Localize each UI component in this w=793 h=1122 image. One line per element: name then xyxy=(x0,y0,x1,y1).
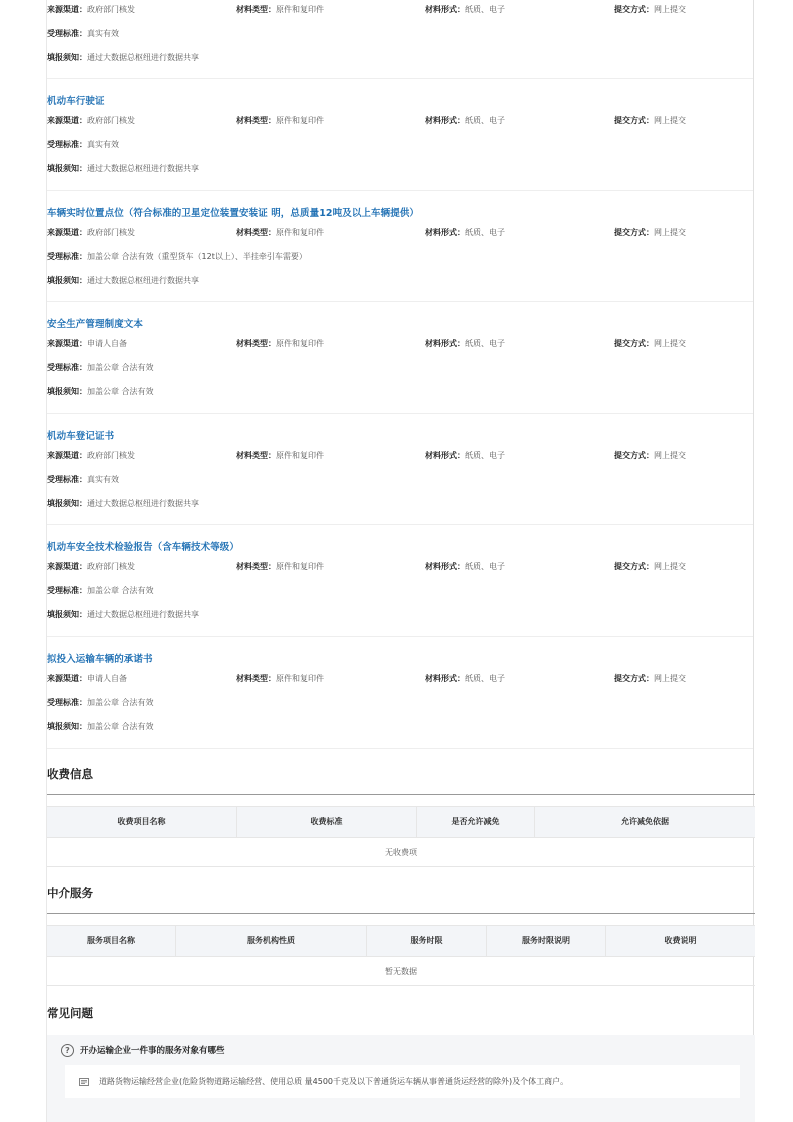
standard-label: 受理标准： xyxy=(47,140,87,149)
column-header: 允许减免依据 xyxy=(621,817,669,826)
submit-value: 网上提交 xyxy=(654,339,686,349)
form-label: 材料形式： xyxy=(425,673,465,683)
material-item xyxy=(47,0,753,79)
material-title[interactable]: 机动车登记证书 xyxy=(47,430,115,442)
type-value: 原件和复印件 xyxy=(276,562,324,572)
submit-label: 提交方式： xyxy=(614,227,654,237)
material-meta-row xyxy=(47,114,755,128)
type-label: 材料类型： xyxy=(236,673,276,683)
submit-value: 网上提交 xyxy=(654,5,686,14)
type-label: 材料类型： xyxy=(236,450,276,460)
submit-value: 网上提交 xyxy=(654,116,686,125)
material-meta-row xyxy=(47,672,755,686)
material-meta-row xyxy=(47,226,755,240)
form-value: 纸质、电子 xyxy=(465,562,505,572)
submit-label: 提交方式： xyxy=(614,339,654,349)
fees-empty-row: 无收费项 xyxy=(47,839,755,867)
note-row xyxy=(47,162,755,176)
material-item xyxy=(47,302,753,414)
note-label: 填报须知： xyxy=(47,275,87,285)
column-header: 收费说明 xyxy=(664,936,697,945)
column-header: 收费标准 xyxy=(237,807,417,837)
material-title[interactable]: 机动车安全技术检验报告（含车辆技术等级） xyxy=(47,542,240,554)
faq-item xyxy=(47,1035,755,1122)
standard-row xyxy=(47,584,755,598)
form-value: 纸质、电子 xyxy=(465,5,505,14)
standard-row xyxy=(47,473,755,487)
material-meta-row xyxy=(47,560,755,574)
note-row xyxy=(47,51,755,65)
material-meta-row xyxy=(47,337,755,351)
fees-section-title: 收费信息 xyxy=(47,767,93,781)
note-row xyxy=(47,720,755,734)
source-value: 申请人自备 xyxy=(87,339,127,349)
submit-label: 提交方式： xyxy=(614,450,654,460)
column-header: 服务时限说明 xyxy=(487,926,606,956)
material-title[interactable]: 安全生产管理制度文本 xyxy=(47,319,144,331)
faq-question[interactable] xyxy=(61,1043,225,1059)
agency-table-header xyxy=(47,925,755,957)
submit-value: 网上提交 xyxy=(654,673,686,683)
faq-answer-text: 道路货物运输经营企业(危险货物道路运输经营、使用总质 量4500千克及以下普通货运车辆从事普通货运经营的除外)及个体工商户。 xyxy=(99,1077,569,1086)
column-header: 服务项目名称 xyxy=(47,926,176,956)
note-value: 通过大数据总枢纽进行数据共享 xyxy=(87,275,199,285)
source-value: 政府部门核发 xyxy=(87,562,135,572)
source-value: 政府部门核发 xyxy=(87,450,135,460)
standard-label: 受理标准： xyxy=(47,586,87,596)
submit-label: 提交方式： xyxy=(614,116,654,125)
standard-value: 加盖公章 合法有效 xyxy=(87,697,154,707)
form-value: 纸质、电子 xyxy=(465,339,505,349)
standard-value: 真实有效 xyxy=(87,474,119,484)
note-row xyxy=(47,274,755,288)
standard-value: 加盖公章 合法有效（重型货车（12t以上）、半挂牵引车需要） xyxy=(87,251,307,261)
column-header: 收费项目名称 xyxy=(47,807,237,837)
standard-label: 受理标准： xyxy=(47,29,87,38)
material-item xyxy=(47,191,753,303)
materials-list xyxy=(47,0,753,749)
document-lines-icon xyxy=(79,1078,89,1086)
form-value: 纸质、电子 xyxy=(465,450,505,460)
source-label: 来源渠道： xyxy=(47,450,87,460)
source-label: 来源渠道： xyxy=(47,673,87,683)
standard-value: 真实有效 xyxy=(87,29,119,38)
source-value: 政府部门核发 xyxy=(87,116,135,125)
note-label: 填报须知： xyxy=(47,498,87,508)
type-label: 材料类型： xyxy=(236,562,276,572)
submit-value: 网上提交 xyxy=(654,227,686,237)
note-label: 填报须知： xyxy=(47,387,87,397)
note-label: 填报须知： xyxy=(47,53,87,62)
standard-row xyxy=(47,361,755,375)
standard-value: 加盖公章 合法有效 xyxy=(87,586,154,596)
form-label: 材料形式： xyxy=(425,5,465,14)
standard-value: 加盖公章 合法有效 xyxy=(87,363,154,373)
note-label: 填报须知： xyxy=(47,610,87,620)
standard-row xyxy=(47,27,755,41)
material-meta-row xyxy=(47,449,755,463)
material-item xyxy=(47,637,753,749)
material-item xyxy=(47,79,753,191)
type-value: 原件和复印件 xyxy=(276,116,324,125)
form-value: 纸质、电子 xyxy=(465,116,505,125)
form-value: 纸质、电子 xyxy=(465,673,505,683)
content-panel xyxy=(46,0,754,1122)
submit-label: 提交方式： xyxy=(614,562,654,572)
source-label: 来源渠道： xyxy=(47,339,87,349)
material-title[interactable]: 车辆实时位置点位（符合标准的卫星定位装置安装证 明，总质量12吨及以上车辆提供） xyxy=(47,207,420,219)
type-value: 原件和复印件 xyxy=(276,227,324,237)
material-item xyxy=(47,414,753,526)
faq-question-text: 开办运输企业一件事的服务对象有哪些 xyxy=(80,1046,225,1056)
standard-label: 受理标准： xyxy=(47,363,87,373)
material-item xyxy=(47,525,753,637)
type-value: 原件和复印件 xyxy=(276,5,324,14)
note-value: 通过大数据总枢纽进行数据共享 xyxy=(87,610,199,620)
column-header: 服务机构性质 xyxy=(176,926,367,956)
note-value: 通过大数据总枢纽进行数据共享 xyxy=(87,498,199,508)
standard-label: 受理标准： xyxy=(47,697,87,707)
material-title[interactable]: 机动车行驶证 xyxy=(47,96,105,107)
submit-label: 提交方式： xyxy=(614,5,654,14)
source-label: 来源渠道： xyxy=(47,116,87,125)
type-label: 材料类型： xyxy=(236,116,276,125)
material-title[interactable]: 拟投入运输车辆的承诺书 xyxy=(47,653,153,665)
standard-row xyxy=(47,138,755,152)
note-value: 通过大数据总枢纽进行数据共享 xyxy=(87,53,199,62)
form-value: 纸质、电子 xyxy=(465,227,505,237)
form-label: 材料形式： xyxy=(425,339,465,349)
divider xyxy=(47,913,755,914)
question-circle-icon: ? xyxy=(61,1044,74,1057)
note-value: 加盖公章 合法有效 xyxy=(87,387,154,397)
form-label: 材料形式： xyxy=(425,562,465,572)
submit-value: 网上提交 xyxy=(654,450,686,460)
standard-label: 受理标准： xyxy=(47,474,87,484)
form-label: 材料形式： xyxy=(425,450,465,460)
submit-value: 网上提交 xyxy=(654,562,686,572)
column-header: 是否允许减免 xyxy=(417,807,535,837)
form-label: 材料形式： xyxy=(425,116,465,125)
type-value: 原件和复印件 xyxy=(276,339,324,349)
type-label: 材料类型： xyxy=(236,5,276,14)
type-label: 材料类型： xyxy=(236,227,276,237)
standard-row xyxy=(47,250,755,264)
agency-section-title: 中介服务 xyxy=(47,886,93,900)
note-label: 填报须知： xyxy=(47,721,87,731)
note-row xyxy=(47,497,755,511)
source-label: 来源渠道： xyxy=(47,5,87,14)
note-row xyxy=(47,608,755,622)
fees-table-header xyxy=(47,806,755,838)
source-value: 政府部门核发 xyxy=(87,5,135,14)
note-row xyxy=(47,385,755,399)
standard-value: 真实有效 xyxy=(87,140,119,149)
type-label: 材料类型： xyxy=(236,339,276,349)
source-value: 政府部门核发 xyxy=(87,227,135,237)
submit-label: 提交方式： xyxy=(614,673,654,683)
note-value: 通过大数据总枢纽进行数据共享 xyxy=(87,164,199,173)
column-header: 服务时限 xyxy=(367,926,487,956)
type-value: 原件和复印件 xyxy=(276,450,324,460)
source-value: 申请人自备 xyxy=(87,673,127,683)
faq-section-title: 常见问题 xyxy=(47,1006,93,1020)
standard-row xyxy=(47,696,755,710)
type-value: 原件和复印件 xyxy=(276,673,324,683)
form-label: 材料形式： xyxy=(425,227,465,237)
note-label: 填报须知： xyxy=(47,164,87,173)
source-label: 来源渠道： xyxy=(47,227,87,237)
standard-label: 受理标准： xyxy=(47,251,87,261)
material-meta-row xyxy=(47,3,755,17)
divider xyxy=(47,794,755,795)
source-label: 来源渠道： xyxy=(47,562,87,572)
faq-answer xyxy=(65,1065,740,1098)
note-value: 加盖公章 合法有效 xyxy=(87,721,154,731)
agency-empty-row: 暂无数据 xyxy=(47,958,755,986)
